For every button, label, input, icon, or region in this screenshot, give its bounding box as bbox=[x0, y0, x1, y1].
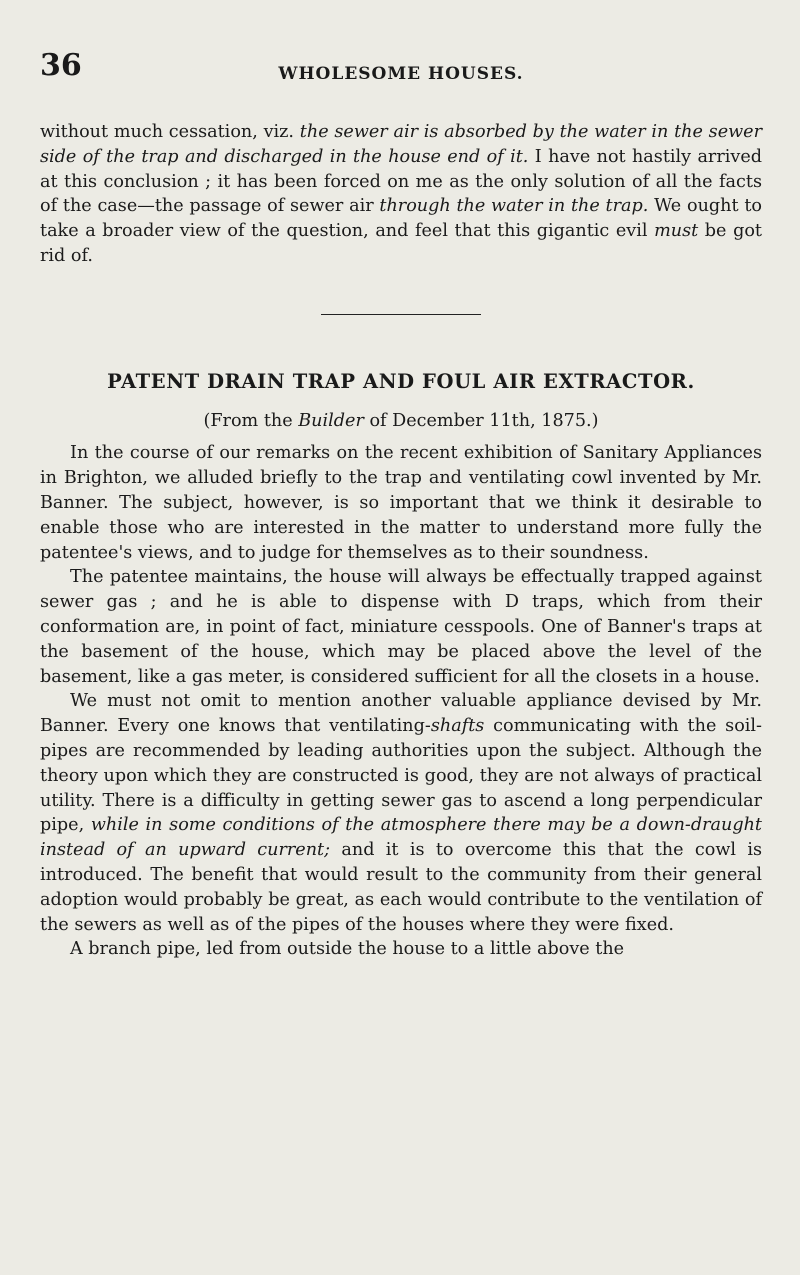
intro-paragraph bbox=[40, 120, 762, 269]
page-body bbox=[40, 120, 762, 962]
source-citation bbox=[40, 409, 762, 434]
source-text: of December 11th, 1875.) bbox=[363, 410, 599, 431]
paragraph-italic: shafts bbox=[430, 716, 485, 737]
source-italic: Builder bbox=[298, 410, 364, 431]
paragraph bbox=[40, 689, 762, 937]
intro-text: We ought to take a broader view of the question, and feel that this gigantic evil bbox=[40, 196, 762, 242]
paragraph: In the course of our remarks on the recent exhibition of Sanitary Appliances in Brighton, we alluded briefly to the trap and ventilating cowl invented by Mr. Banner. The subject, however, is so important that we think it desirable to enable those who are interested in the matter to understand more fully the patentee's views, and to judge for themselves as to their soundness. bbox=[40, 443, 762, 563]
paragraph-text: communicating with the soil-pipes are recommended by leading authorities upon the subject. Although the theory upon which they are constructed is good, they are not always of practical utility. There is a difficulty in getting sewer gas to ascend a long perpendicular pipe, bbox=[40, 716, 762, 836]
paragraph: The patentee maintains, the house will always be effectually trapped against sewer gas ; and he is able to dispense with D traps, which from their conformation are, in point of fact, miniature cesspools. One of Banner's traps at the basement of the house, which may be placed above the level of the basement, like a gas meter, is considered sufficient for all the closets in a house. bbox=[40, 567, 762, 687]
intro-italic: the sewer air is absorbed by the water in the sewer side of the trap and discharged in the house end of it. bbox=[40, 122, 763, 167]
intro-italic: through the water in the trap. bbox=[379, 196, 649, 217]
source-text: (From the bbox=[203, 410, 299, 431]
section-heading: PATENT DRAIN TRAP AND FOUL AIR EXTRACTOR. bbox=[107, 369, 695, 393]
section-divider bbox=[321, 314, 481, 315]
intro-text: without much cessation, viz. bbox=[40, 122, 300, 142]
paragraph-text: We must not omit to mention another valuable appliance devised by Mr. Banner. Every one knows that ventilating- bbox=[40, 691, 762, 737]
page-header bbox=[40, 48, 762, 88]
paragraph: A branch pipe, led from outside the house to a little above the bbox=[70, 939, 625, 960]
running-head: WHOLESOME HOUSES. bbox=[278, 64, 524, 84]
intro-text: be got rid of. bbox=[40, 221, 762, 266]
intro-italic: must bbox=[654, 221, 699, 242]
paragraph-text: and it is to overcome this that the cowl is introduced. The benefit that would result to the community from their general adoption would probably be great, as each would contribute to the ventilation of the sewers as well as of the pipes of the houses where they were fixed. bbox=[40, 840, 762, 935]
paragraph-italic: while in some conditions of the atmosphere there may be a down-draught instead of an upward current; bbox=[40, 815, 763, 861]
intro-text: I have not hastily arrived at this conclusion ; it has been forced on me as the only solution of all the facts of the case—the passage of sewer air bbox=[40, 146, 762, 217]
page-number: 36 bbox=[40, 48, 82, 83]
